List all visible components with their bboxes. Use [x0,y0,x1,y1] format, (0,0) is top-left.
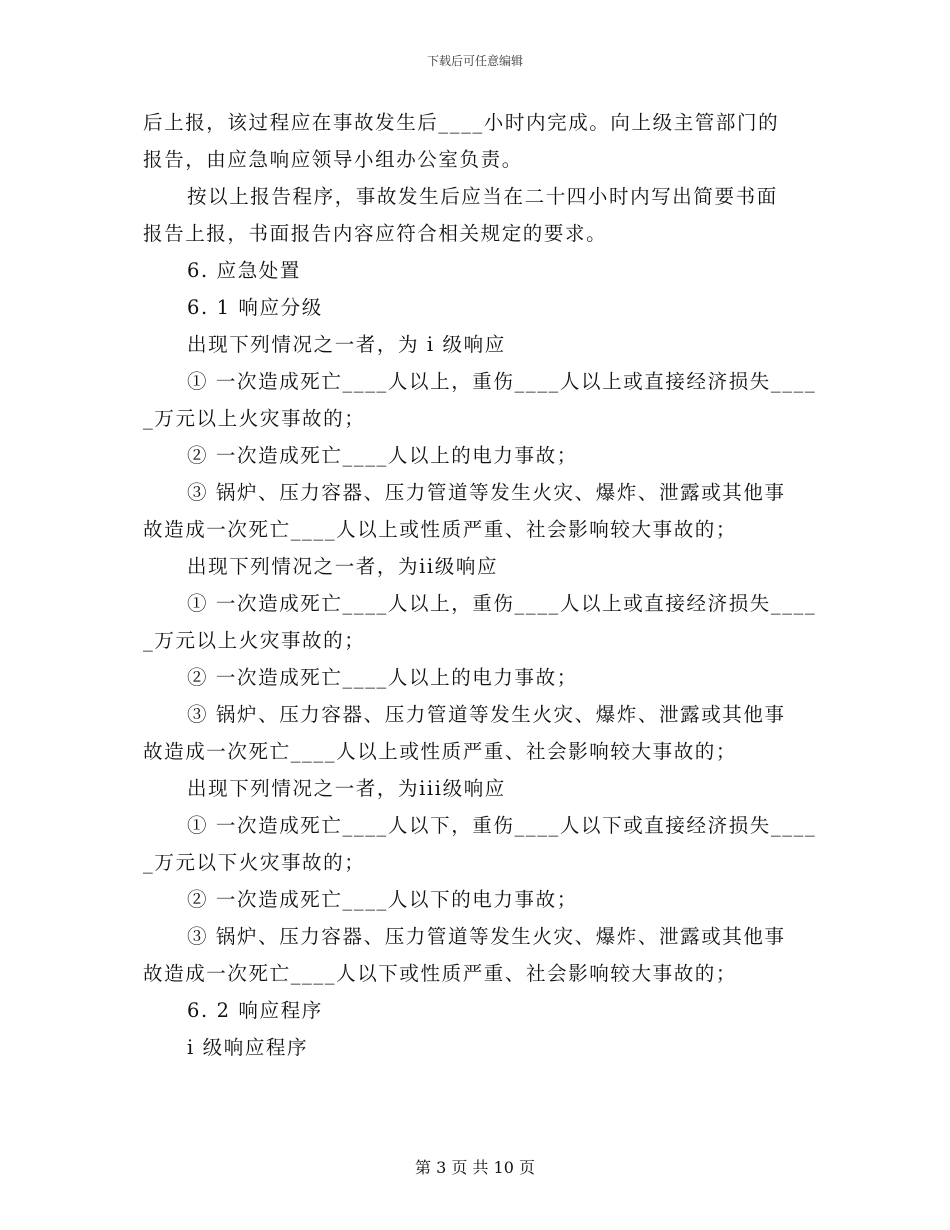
document-body [143,104,817,1066]
body-line: 出现下列情况之一者，为iii级响应 [187,777,506,800]
body-line: 报告上报，书面报告内容应符合相关规定的要求。 [143,222,608,245]
body-line: 按以上报告程序，事故发生后应当在二十四小时内写出简要书面 [187,185,778,208]
subsection-heading: 6. 1 响应分级 [187,296,323,319]
body-line: 故造成一次死亡____人以下或性质严重、社会影响较大事故的； [143,962,738,985]
body-line: 报告，由应急响应领导小组办公室负责。 [143,148,523,171]
body-line: ③ 锅炉、压力容器、压力管道等发生火灾、爆炸、泄露或其他事 [187,481,786,504]
body-line: 后上报，该过程应在事故发生后____小时内完成。向上级主管部门的 [143,111,780,134]
page-number: 第 3 页 共 10 页 [415,1158,535,1177]
body-line: ① 一次造成死亡____人以上，重伤____人以上或直接经济损失____ [187,370,817,393]
body-line: ② 一次造成死亡____人以上的电力事故； [187,666,578,689]
body-line: 故造成一次死亡____人以上或性质严重、社会影响较大事故的； [143,518,738,541]
body-line: _万元以上火灾事故的； [143,629,366,652]
body-line: ② 一次造成死亡____人以上的电力事故； [187,444,578,467]
body-line: i 级响应程序 [187,1036,309,1059]
body-line: _万元以上火灾事故的； [143,407,366,430]
body-line: ③ 锅炉、压力容器、压力管道等发生火灾、爆炸、泄露或其他事 [187,703,786,726]
body-line: ① 一次造成死亡____人以上，重伤____人以上或直接经济损失____ [187,592,817,615]
body-line: ③ 锅炉、压力容器、压力管道等发生火灾、爆炸、泄露或其他事 [187,925,786,948]
body-line: ② 一次造成死亡____人以下的电力事故； [187,888,578,911]
subsection-heading: 6. 2 响应程序 [187,999,323,1022]
body-line: _万元以下火灾事故的； [143,851,366,874]
body-line: 出现下列情况之一者，为 i 级响应 [187,333,506,356]
body-line: 故造成一次死亡____人以上或性质严重、社会影响较大事故的； [143,740,738,763]
body-line: ① 一次造成死亡____人以下，重伤____人以下或直接经济损失____ [187,814,817,837]
page-header: 下载后可任意编辑 [426,54,523,68]
section-heading: 6. 应急处置 [187,259,302,282]
body-line: 出现下列情况之一者，为ii级响应 [187,555,499,578]
